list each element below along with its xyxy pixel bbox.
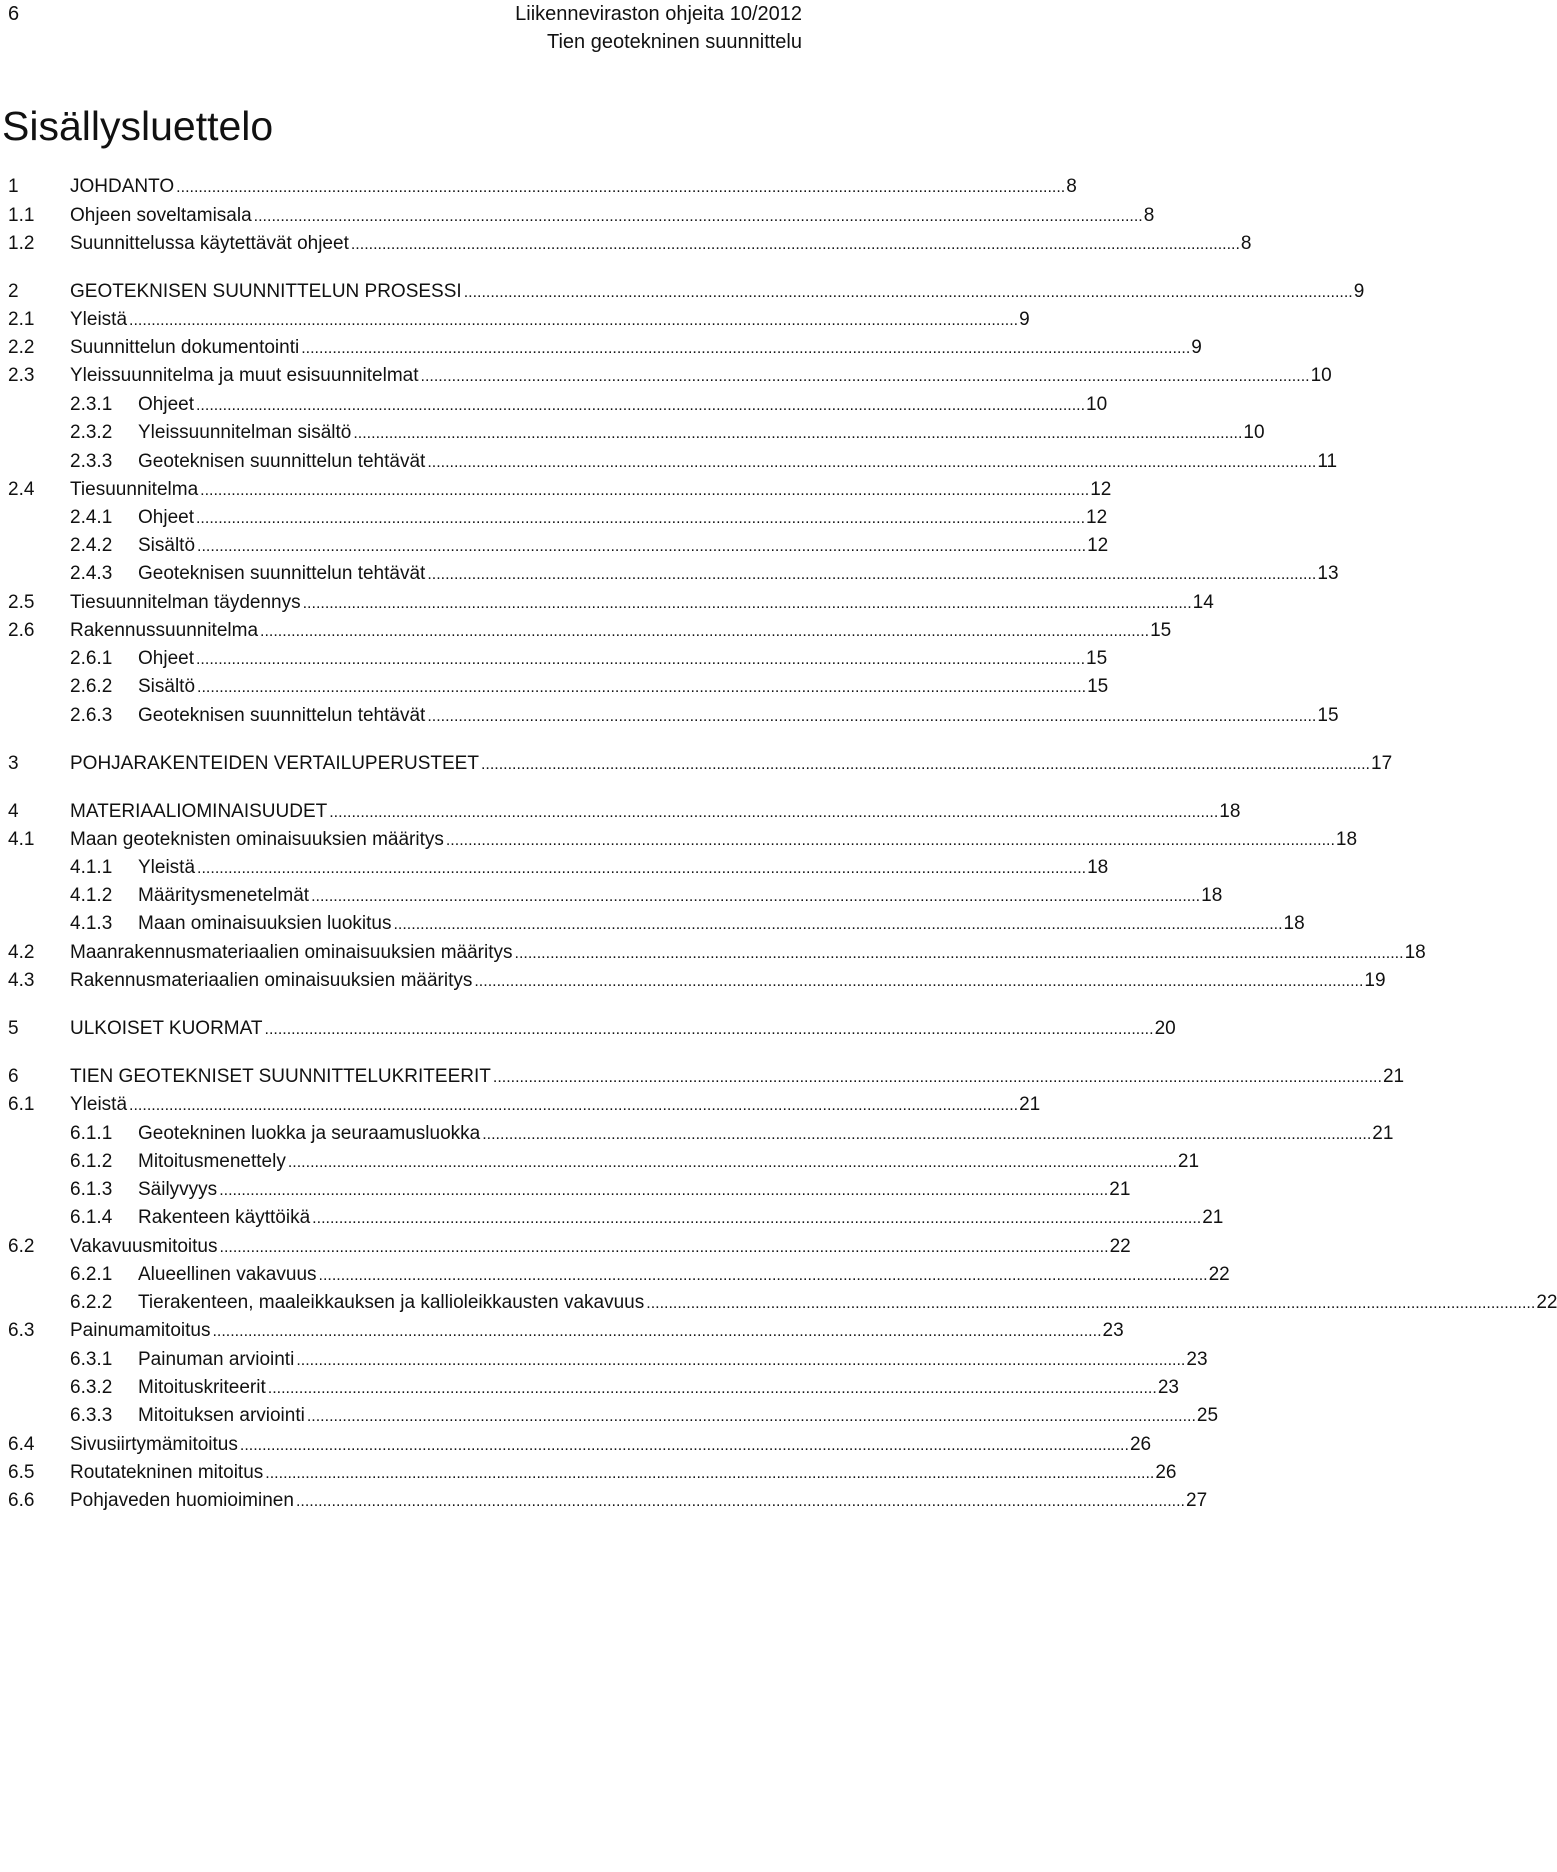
toc-entry-number: 2 bbox=[8, 281, 19, 302]
toc-entry-title: Geoteknisen suunnittelun tehtävät bbox=[138, 563, 426, 584]
toc-entry-number: 4 bbox=[8, 801, 19, 822]
toc-entry-title: Maanrakennusmateriaalien ominaisuuksien määritys bbox=[70, 942, 513, 963]
toc-entry[interactable] bbox=[0, 447, 1338, 477]
toc-entry-number: 4.1.3 bbox=[70, 913, 113, 934]
toc-dot-leader: ........................................................................................................................................................................................................ bbox=[420, 368, 1310, 385]
toc-dot-leader: ........................................................................................................................................................................................................ bbox=[482, 1126, 1372, 1143]
toc-entry-page: 22 bbox=[1208, 1264, 1230, 1285]
toc-entry[interactable] bbox=[0, 1260, 1230, 1290]
toc-dot-leader: ........................................................................................................................................................................................................ bbox=[195, 510, 1086, 527]
toc-entry-number: 3 bbox=[8, 753, 19, 774]
toc-entry[interactable] bbox=[0, 853, 1109, 883]
toc-entry[interactable] bbox=[0, 588, 1214, 618]
toc-entry[interactable] bbox=[0, 966, 1386, 996]
toc-entry[interactable] bbox=[0, 909, 1305, 939]
toc-entry-page: 23 bbox=[1186, 1349, 1208, 1370]
toc-entry-page: 10 bbox=[1086, 394, 1108, 415]
toc-dot-leader: ........................................................................................................................................................................................................ bbox=[197, 538, 1087, 555]
toc-entry-title: Geoteknisen suunnittelun tehtävät bbox=[138, 705, 426, 726]
toc-dot-leader: ........................................................................................................................................................................................................ bbox=[264, 1021, 1154, 1038]
toc-entry-number: 4.1.2 bbox=[70, 885, 113, 906]
toc-entry-page: 13 bbox=[1317, 563, 1339, 584]
toc-dot-leader: ........................................................................................................................................................................................................ bbox=[427, 708, 1317, 725]
toc-entry-title: Ohjeen soveltamisala bbox=[70, 205, 252, 226]
toc-dot-leader: ........................................................................................................................................................................................................ bbox=[265, 1465, 1155, 1482]
toc-dot-leader: ........................................................................................................................................................................................................ bbox=[312, 1210, 1202, 1227]
toc-entry-page: 21 bbox=[1202, 1207, 1224, 1228]
toc-dot-leader: ........................................................................................................................................................................................................ bbox=[239, 1437, 1129, 1454]
publication-series: Liikenneviraston ohjeita 10/2012 bbox=[515, 3, 802, 25]
toc-dot-leader: ........................................................................................................................................................................................................ bbox=[514, 945, 1404, 962]
toc-entry-page: 11 bbox=[1317, 451, 1338, 472]
toc-entry-number: 2.6.1 bbox=[70, 648, 113, 669]
toc-entry-number: 2.3.3 bbox=[70, 451, 113, 472]
toc-entry[interactable] bbox=[0, 559, 1339, 589]
toc-entry-number: 6.1 bbox=[8, 1094, 35, 1115]
toc-dot-leader: ........................................................................................................................................................................................................ bbox=[329, 804, 1219, 821]
toc-entry-page: 26 bbox=[1155, 1462, 1177, 1483]
toc-entry-number: 1.2 bbox=[8, 233, 35, 254]
toc-entry-number: 6.1.4 bbox=[70, 1207, 113, 1228]
toc-entry-title: Ohjeet bbox=[138, 394, 194, 415]
toc-entry-title: Sivusiirtymämitoitus bbox=[70, 1434, 238, 1455]
toc-entry[interactable] bbox=[0, 172, 1077, 202]
toc-entry[interactable] bbox=[0, 1175, 1131, 1205]
toc-entry-number: 6.2 bbox=[8, 1236, 35, 1257]
toc-dot-leader: ........................................................................................................................................................................................................ bbox=[260, 623, 1150, 640]
toc-entry[interactable] bbox=[0, 277, 1365, 307]
toc-entry-title: Geoteknisen suunnittelun tehtävät bbox=[138, 451, 426, 472]
toc-entry-page: 15 bbox=[1150, 620, 1172, 641]
toc-entry-page: 21 bbox=[1177, 1151, 1200, 1172]
toc-entry-page: 12 bbox=[1087, 535, 1109, 556]
toc-entry-title: Mitoitusmenettely bbox=[138, 1151, 286, 1172]
document-title: Tien geotekninen suunnittelu bbox=[547, 31, 802, 53]
toc-dot-leader: ........................................................................................................................................................................................................ bbox=[301, 340, 1191, 357]
toc-entry-number: 6.3.2 bbox=[70, 1377, 113, 1398]
toc-entry[interactable] bbox=[0, 503, 1108, 533]
toc-entry-number: 2.3.1 bbox=[70, 394, 113, 415]
toc-entry-page: 23 bbox=[1157, 1377, 1179, 1398]
toc-entry-title: Suunnittelussa käytettävät ohjeet bbox=[70, 233, 349, 254]
toc-entry-number: 2.6.3 bbox=[70, 705, 113, 726]
toc-entry-number: 2.6 bbox=[8, 620, 35, 641]
toc-entry-page: 18 bbox=[1283, 913, 1305, 934]
toc-entry[interactable] bbox=[0, 361, 1332, 391]
toc-entry[interactable] bbox=[0, 616, 1172, 646]
toc-dot-leader: ........................................................................................................................................................................................................ bbox=[393, 916, 1283, 933]
toc-entry[interactable] bbox=[0, 1147, 1200, 1177]
toc-entry-title: Ohjeet bbox=[138, 648, 194, 669]
toc-entry-number: 2.6.2 bbox=[70, 676, 113, 697]
toc-entry-number: 6.3 bbox=[8, 1320, 35, 1341]
toc-entry[interactable] bbox=[0, 1345, 1208, 1375]
toc-dot-leader: ........................................................................................................................................................................................................ bbox=[427, 566, 1317, 583]
toc-dot-leader: ........................................................................................................................................................................................................ bbox=[200, 482, 1090, 499]
toc-dot-leader: ........................................................................................................................................................................................................ bbox=[176, 179, 1066, 196]
toc-entry-page: 18 bbox=[1201, 885, 1223, 906]
toc-entry-title: Suunnittelun dokumentointi bbox=[70, 337, 300, 358]
toc-entry-number: 6.1.1 bbox=[70, 1123, 113, 1144]
toc-entry[interactable] bbox=[0, 475, 1112, 505]
toc-entry-title: Ohjeet bbox=[138, 507, 194, 528]
toc-entry-number: 2.4.1 bbox=[70, 507, 113, 528]
toc-entry-title: Routatekninen mitoitus bbox=[70, 1462, 264, 1483]
toc-entry-page: 21 bbox=[1019, 1094, 1041, 1115]
toc-entry-number: 6.1.3 bbox=[70, 1179, 113, 1200]
toc-entry[interactable] bbox=[0, 1119, 1394, 1149]
toc-entry-title: Tiesuunnitelma bbox=[70, 479, 199, 500]
toc-entry[interactable] bbox=[0, 390, 1108, 420]
toc-entry-number: 2.5 bbox=[8, 592, 35, 613]
toc-dot-leader: ........................................................................................................................................................................................................ bbox=[197, 860, 1087, 877]
toc-entry-page: 9 bbox=[1191, 337, 1202, 358]
toc-entry-page: 18 bbox=[1087, 857, 1109, 878]
toc-entry-page: 15 bbox=[1317, 705, 1339, 726]
toc-entry-title: Yleistä bbox=[70, 1094, 128, 1115]
toc-entry-page: 8 bbox=[1143, 205, 1155, 226]
toc-entry-number: 4.3 bbox=[8, 970, 35, 991]
toc-entry-number: 2.3.2 bbox=[70, 422, 113, 443]
toc-entry-number: 2.4.2 bbox=[70, 535, 113, 556]
toc-entry[interactable] bbox=[0, 1232, 1131, 1262]
toc-dot-leader: ........................................................................................................................................................................................................ bbox=[646, 1295, 1536, 1312]
toc-entry[interactable] bbox=[0, 1486, 1208, 1516]
toc-entry[interactable] bbox=[0, 797, 1241, 827]
toc-entry-number: 4.1.1 bbox=[70, 857, 113, 878]
toc-entry[interactable] bbox=[0, 1316, 1124, 1346]
toc-entry-number: 6.4 bbox=[8, 1434, 35, 1455]
toc-entry-number: 6.1.2 bbox=[70, 1151, 113, 1172]
toc-entry-page: 14 bbox=[1192, 592, 1214, 613]
toc-entry[interactable] bbox=[0, 1401, 1219, 1431]
toc-entry[interactable] bbox=[0, 1458, 1177, 1488]
toc-entry-number: 6.6 bbox=[8, 1490, 35, 1511]
toc-entry-page: 19 bbox=[1364, 970, 1386, 991]
toc-entry-title: Yleissuunnitelman sisältö bbox=[138, 422, 352, 443]
toc-entry-page: 10 bbox=[1243, 422, 1265, 443]
toc-entry-title: Maan geoteknisten ominaisuuksien määritys bbox=[70, 829, 444, 850]
toc-entry-page: 15 bbox=[1087, 676, 1109, 697]
toc-entry-number: 6.3.3 bbox=[70, 1405, 113, 1426]
toc-entry[interactable] bbox=[0, 749, 1393, 779]
toc-entry-page: 18 bbox=[1219, 801, 1241, 822]
toc-entry[interactable] bbox=[0, 229, 1252, 259]
toc-entry-number: 4.1 bbox=[8, 829, 35, 850]
toc-dot-leader: ........................................................................................................................................................................................................ bbox=[129, 1097, 1019, 1114]
toc-entry-title: Painumamitoitus bbox=[70, 1320, 211, 1341]
toc-dot-leader: ........................................................................................................................................................................................................ bbox=[296, 1352, 1186, 1369]
toc-entry-page: 26 bbox=[1129, 1434, 1152, 1455]
toc-dot-leader: ........................................................................................................................................................................................................ bbox=[306, 1408, 1196, 1425]
toc-entry[interactable] bbox=[0, 1203, 1224, 1233]
toc-title: Sisällysluettelo bbox=[2, 103, 274, 149]
toc-entry-page: 10 bbox=[1310, 365, 1332, 386]
toc-entry-title: Mitoituskriteerit bbox=[138, 1377, 266, 1398]
toc-entry-title: POHJARAKENTEIDEN VERTAILUPERUSTEET bbox=[70, 753, 479, 774]
toc-entry-title: JOHDANTO bbox=[70, 176, 175, 197]
toc-entry-title: Tierakenteen, maaleikkauksen ja kallioleikkausten vakavuus bbox=[138, 1292, 645, 1313]
toc-entry-number: 6.2.2 bbox=[70, 1292, 113, 1313]
toc-entry-page: 9 bbox=[1353, 281, 1365, 302]
toc-entry[interactable] bbox=[0, 1373, 1179, 1403]
toc-entry[interactable] bbox=[0, 938, 1426, 968]
toc-entry-number: 1.1 bbox=[8, 205, 35, 226]
toc-entry-number: 2.3 bbox=[8, 365, 35, 386]
toc-entry-title: Määritysmenetelmät bbox=[138, 885, 310, 906]
toc-entry[interactable] bbox=[0, 1288, 1557, 1318]
toc-entry-page: 15 bbox=[1086, 648, 1108, 669]
toc-entry-page: 9 bbox=[1019, 309, 1030, 330]
toc-entry-page: 25 bbox=[1196, 1405, 1219, 1426]
toc-dot-leader: ........................................................................................................................................................................................................ bbox=[219, 1239, 1109, 1256]
toc-entry-title: Yleistä bbox=[138, 857, 196, 878]
toc-entry-title: Rakenteen käyttöikä bbox=[138, 1207, 311, 1228]
toc-entry-number: 5 bbox=[8, 1018, 19, 1039]
toc-entry-title: Alueellinen vakavuus bbox=[138, 1264, 317, 1285]
toc-entry-title: GEOTEKNISEN SUUNNITTELUN PROSESSI bbox=[70, 281, 462, 302]
toc-entry-page: 12 bbox=[1090, 479, 1112, 500]
toc-entry-page: 23 bbox=[1102, 1320, 1124, 1341]
page-number: 6 bbox=[8, 3, 20, 25]
toc-entry-title: Sisältö bbox=[138, 676, 196, 697]
toc-entry-title: Maan ominaisuuksien luokitus bbox=[138, 913, 392, 934]
toc-entry-number: 2.1 bbox=[8, 309, 35, 330]
toc-entry-title: Vakavuusmitoitus bbox=[70, 1236, 218, 1257]
toc-dot-leader: ........................................................................................................................................................................................................ bbox=[302, 595, 1192, 612]
toc-entry-number: 6 bbox=[8, 1066, 19, 1087]
toc-dot-leader: ........................................................................................................................................................................................................ bbox=[492, 1069, 1382, 1086]
toc-entry-title: Painuman arviointi bbox=[138, 1349, 295, 1370]
toc-entry[interactable] bbox=[0, 825, 1358, 855]
toc-entry-title: Säilyvyys bbox=[138, 1179, 218, 1200]
toc-dot-leader: ........................................................................................................................................................................................................ bbox=[353, 425, 1243, 442]
toc-dot-leader: ........................................................................................................................................................................................................ bbox=[195, 397, 1086, 414]
toc-dot-leader: ........................................................................................................................................................................................................ bbox=[295, 1493, 1185, 1510]
toc-entry-title: Tiesuunnitelman täydennys bbox=[70, 592, 301, 613]
toc-entry-page: 20 bbox=[1154, 1018, 1176, 1039]
toc-dot-leader: ........................................................................................................................................................................................................ bbox=[195, 651, 1086, 668]
toc-entry[interactable] bbox=[0, 1090, 1041, 1120]
toc-dot-leader: ........................................................................................................................................................................................................ bbox=[212, 1323, 1102, 1340]
toc-entry-title: TIEN GEOTEKNISET SUUNNITTELUKRITEERIT bbox=[70, 1066, 491, 1087]
toc-entry-title: Geotekninen luokka ja seuraamusluokka bbox=[138, 1123, 481, 1144]
toc-entry-page: 17 bbox=[1371, 753, 1393, 774]
toc-entry-number: 2.2 bbox=[8, 337, 35, 358]
toc-entry-page: 8 bbox=[1066, 176, 1077, 197]
toc-entry-title: Rakennusmateriaalien ominaisuuksien määritys bbox=[70, 970, 473, 991]
toc-entry-page: 18 bbox=[1404, 942, 1426, 963]
toc-dot-leader: ........................................................................................................................................................................................................ bbox=[253, 208, 1143, 225]
toc-entry-number: 2.4.3 bbox=[70, 563, 113, 584]
toc-dot-leader: ........................................................................................................................................................................................................ bbox=[219, 1182, 1109, 1199]
toc-entry-title: Mitoituksen arviointi bbox=[138, 1405, 305, 1426]
toc-dot-leader: ........................................................................................................................................................................................................ bbox=[311, 888, 1201, 905]
toc-entry-page: 18 bbox=[1335, 829, 1358, 850]
toc-entry[interactable] bbox=[0, 881, 1223, 911]
toc-dot-leader: ........................................................................................................................................................................................................ bbox=[463, 284, 1353, 301]
toc-dot-leader: ........................................................................................................................................................................................................ bbox=[267, 1380, 1157, 1397]
toc-dot-leader: ........................................................................................................................................................................................................ bbox=[318, 1267, 1208, 1284]
toc-entry-number: 6.5 bbox=[8, 1462, 35, 1483]
toc-dot-leader: ........................................................................................................................................................................................................ bbox=[445, 832, 1335, 849]
toc-entry-page: 22 bbox=[1536, 1292, 1557, 1313]
toc-entry-title: Pohjaveden huomioiminen bbox=[70, 1490, 294, 1511]
toc-entry[interactable] bbox=[0, 672, 1109, 702]
toc-entry-page: 8 bbox=[1240, 233, 1252, 254]
toc-entry[interactable] bbox=[0, 701, 1339, 731]
toc-entry[interactable] bbox=[0, 201, 1155, 231]
toc-entry-title: Yleistä bbox=[70, 309, 128, 330]
toc-entry-page: 22 bbox=[1109, 1236, 1131, 1257]
toc-dot-leader: ........................................................................................................................................................................................................ bbox=[287, 1154, 1177, 1171]
toc-dot-leader: ........................................................................................................................................................................................................ bbox=[129, 312, 1019, 329]
toc-entry-title: Rakennussuunnitelma bbox=[70, 620, 259, 641]
toc-entry-page: 21 bbox=[1382, 1066, 1405, 1087]
toc-dot-leader: ........................................................................................................................................................................................................ bbox=[427, 454, 1317, 471]
toc-entry-title: Sisältö bbox=[138, 535, 196, 556]
toc-entry-page: 27 bbox=[1186, 1490, 1208, 1511]
toc-entry-number: 6.3.1 bbox=[70, 1349, 113, 1370]
toc-entry-number: 4.2 bbox=[8, 942, 35, 963]
toc-entry-number: 6.2.1 bbox=[70, 1264, 113, 1285]
toc-entry-page: 21 bbox=[1109, 1179, 1131, 1200]
toc-dot-leader: ........................................................................................................................................................................................................ bbox=[474, 973, 1364, 990]
toc-entry[interactable] bbox=[0, 305, 1030, 335]
toc-entry-number: 2.4 bbox=[8, 479, 35, 500]
toc-entry[interactable] bbox=[0, 1014, 1176, 1044]
toc-entry-title: MATERIAALIOMINAISUUDET bbox=[70, 801, 328, 822]
toc-entry[interactable] bbox=[0, 644, 1108, 674]
toc-entry[interactable] bbox=[0, 1062, 1405, 1092]
toc-dot-leader: ........................................................................................................................................................................................................ bbox=[350, 236, 1240, 253]
toc-entry-page: 21 bbox=[1372, 1123, 1394, 1144]
toc-dot-leader: ........................................................................................................................................................................................................ bbox=[197, 679, 1087, 696]
toc-entry-title: ULKOISET KUORMAT bbox=[70, 1018, 263, 1039]
toc-entry-page: 12 bbox=[1086, 507, 1108, 528]
toc-entry[interactable] bbox=[0, 531, 1109, 561]
toc-entry[interactable] bbox=[0, 1430, 1152, 1460]
toc-dot-leader: ........................................................................................................................................................................................................ bbox=[480, 756, 1370, 773]
toc-entry-title: Yleissuunnitelma ja muut esisuunnitelmat bbox=[70, 365, 419, 386]
toc-entry[interactable] bbox=[0, 418, 1265, 448]
toc-entry-number: 1 bbox=[8, 176, 19, 197]
toc-entry[interactable] bbox=[0, 333, 1202, 363]
